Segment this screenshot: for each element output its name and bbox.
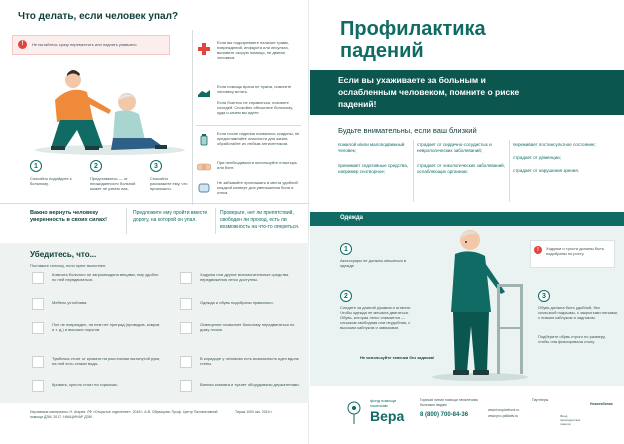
bottom-row-divider-2 — [215, 208, 216, 234]
check-left-3-text: Пол не поврежден, на нем нет преград (проводов, ковров и т. д.) и высоких порогов. — [52, 322, 160, 332]
check-right-4-text: В коридоре у человека есть возможность идти вдоль стены. — [200, 356, 299, 366]
step-2-text: Представьтесь — от неожиданности больной может не узнать вас. — [90, 176, 136, 191]
attention-col3-item3: страдает от нарушения зрения. — [513, 168, 580, 173]
callout-2-extra: Не используйте тапочки без задника! — [360, 355, 435, 360]
fund-logo-icon — [340, 398, 368, 426]
attention-col-3 — [513, 142, 603, 174]
partner-1: Фонд президентских грантов — [560, 414, 581, 426]
cane-note-icon: ! — [534, 246, 542, 254]
check-right-4-box[interactable] — [180, 356, 192, 368]
elderly-walker-illustration — [425, 222, 535, 382]
footer-hotline-note: Горячая линия помощи неизлечимо больным людям — [420, 398, 479, 407]
check-left-4-box[interactable] — [32, 356, 44, 368]
callout-2-text: Следите за длиной рукавов и штанин. Чтобы одежда не мешала двигаться. Обувь, которая легко снимается — слишком свободная или неудобная, с высоким каблуком и завязками. — [340, 305, 412, 330]
attention-divider-1 — [413, 140, 414, 202]
check-left-5-text: Кровать, кресло стоят на тормозах. — [52, 382, 119, 387]
left-page — [0, 0, 309, 444]
check-left-4-text: Тумбочка стоит от кровати на расстоянии вытянутой руки, на ней есть стакан воды. — [52, 356, 161, 366]
confidence-note: Важно вернуть человеку уверенность в своих силах! — [30, 210, 107, 223]
check-left-1-box[interactable] — [32, 272, 44, 284]
cane-note-text: Ходунки и трости должны быть подобраны по росту. — [546, 246, 604, 256]
step-3-text: Спокойно расскажите ему, что произошло. — [150, 176, 188, 191]
checklist-subtitle: Поставьте галочку, если пункт выполнен. — [30, 263, 107, 268]
check-right-2-text: Одежда и обувь подобраны правильно. — [200, 300, 274, 305]
step-1-circle: 1 — [30, 160, 42, 172]
partners-label: Партнеры — [532, 398, 549, 402]
attention-col1-item2: принимает седативные средства, например снотворное; — [338, 163, 409, 174]
check-right-3-text: Освещение позволяет больному передвигаться по дому ночью. — [200, 322, 295, 332]
callout-2-circle: 2 — [340, 290, 352, 302]
attention-col3-item2: страдает от деменции; — [513, 155, 561, 160]
footer-fund-name: фонд помощи хосписам — [370, 398, 397, 408]
right-item-6: Не забывайте приглашать в места удобной кладкой конверт для уменьшения боли и отека. — [217, 180, 298, 195]
check-left-5-box[interactable] — [32, 380, 44, 392]
antiseptic-icon — [197, 133, 211, 147]
footer-site-2[interactable]: www.pro-palliativ.ru — [488, 414, 519, 418]
right-item-1: Если вы подозреваете наличие травм, повреждений, инфаркта или инсульта, вызовите скорую помощь, не двигая человека. — [217, 40, 289, 60]
hand-help-icon — [197, 86, 211, 100]
banner-text: Если вы ухаживаете за больным и ослабленным человеком, помните о риске падений! — [338, 75, 520, 109]
checklist-title: Убедитесь, что... — [30, 250, 97, 259]
check-left-2-text: Мебель устойчива. — [52, 300, 88, 305]
bandage-icon — [197, 160, 211, 174]
clothing-label: Одежда — [340, 215, 363, 221]
medical-cross-icon — [197, 42, 211, 56]
check-right-1-box[interactable] — [180, 272, 192, 284]
attention-col-1 — [338, 142, 410, 175]
step-2-circle: 2 — [90, 160, 102, 172]
check-right-2-box[interactable] — [180, 298, 192, 310]
right-items-divider — [196, 125, 301, 126]
attention-col-2 — [417, 142, 505, 175]
check-left-3-box[interactable] — [32, 322, 44, 334]
bottom-row-top-divider — [0, 203, 309, 204]
right-item-4: Если после падения появились ссадины, не предоставляйте опасности для жизни, обработайте их любым антисептиком. — [217, 131, 300, 146]
attention-col1-item1: пожилой и/или малоподвижный человек; — [338, 142, 405, 153]
check-right-5-text: Ванная комната и туалет оборудованы держателями. — [200, 382, 300, 387]
attention-title: Будьте внимательны, если ваш близкий — [338, 126, 477, 135]
left-vertical-divider — [192, 30, 193, 205]
step-3-circle: 3 — [150, 160, 162, 172]
check-right-5-box[interactable] — [180, 380, 192, 392]
left-footer-edition: Тираж 1000 экз. 2019 г. — [235, 410, 273, 414]
bottom-row-divider-1 — [126, 208, 127, 234]
attention-col3-item1: переживает постинсультное состояние; — [513, 142, 596, 147]
check-left-1-text: Комната больного не загромождена вещами, ему удобно по ней передвигаться. — [52, 272, 159, 282]
walk-together-tip: Предложите ему пройти вместе дорогу, на которой он упал. — [133, 210, 208, 223]
check-path-tip: Проверьте, нет ли препятствий, свободен ли проход, есть ли возможность на что-то опереться. — [220, 210, 300, 230]
callout-1-text: Аксессуары не должны мешаться в одежде. — [340, 258, 406, 268]
check-left-2-box[interactable] — [32, 298, 44, 310]
callout-3-text: Обувь должна быть удобной, без скользкой подошвы, с закрытыми пятками, с низким каблуком и задником. — [538, 305, 618, 320]
check-right-1-text: Ходунки или другие вспомогательные средства передвижения легко доступны. — [200, 272, 289, 282]
step-1-text: Спокойно подойдите к больному. — [30, 176, 72, 186]
warning-text: Не пытайтесь сразу переместить или поднять упавшего. — [32, 42, 138, 47]
right-item-5: При необходимости используйте пластырь или бинт. — [217, 160, 297, 170]
cold-pack-icon — [197, 181, 211, 195]
footer-site-1[interactable]: www.hospicefund.ru — [488, 408, 520, 412]
attention-divider-2 — [509, 140, 510, 202]
partner-2: Новотабинка — [590, 402, 613, 406]
left-footer-sources: Изучаемые материалы: Н. Агарев. ЛФ «Открытое отделение», 2018 г. А.В. Образцова. Проф. Центр Паллиативной помощи ДЗМ, 2017. НАКЦ/ИНАР ДЗМ. — [30, 410, 218, 419]
footer-phone[interactable]: 8 (800) 700-84-36 — [420, 412, 469, 418]
left-title: Что делать, если человек упал? — [18, 11, 179, 22]
callout-3-extra: Подберите обувь строго по размеру, чтобы она фиксировала стопу. — [538, 334, 606, 344]
caregiver-illustration — [15, 60, 185, 155]
attention-col2-item2: страдает от онкологических заболеваний, ослабляющих организм; — [417, 163, 505, 174]
callout-3-circle: 3 — [538, 290, 550, 302]
right-title-line1: Профилактика — [340, 18, 486, 40]
check-right-3-box[interactable] — [180, 322, 192, 334]
warning-icon: ! — [18, 40, 27, 49]
right-page — [310, 0, 624, 444]
right-item-3: Если боитесь не справиться, позовите соседей. Спокойно объясните больному, куда и зачем вы идете. — [217, 100, 293, 115]
right-item-2: Если помощь врача не нужна, помогите человеку встать. — [217, 84, 292, 94]
attention-col2-item1: страдает от сердечно-сосудистых и неврологических заболеваний; — [417, 142, 492, 153]
callout-1-circle: 1 — [340, 243, 352, 255]
right-title-line2: падений — [340, 40, 424, 62]
footer-brand: Вера — [370, 408, 405, 424]
